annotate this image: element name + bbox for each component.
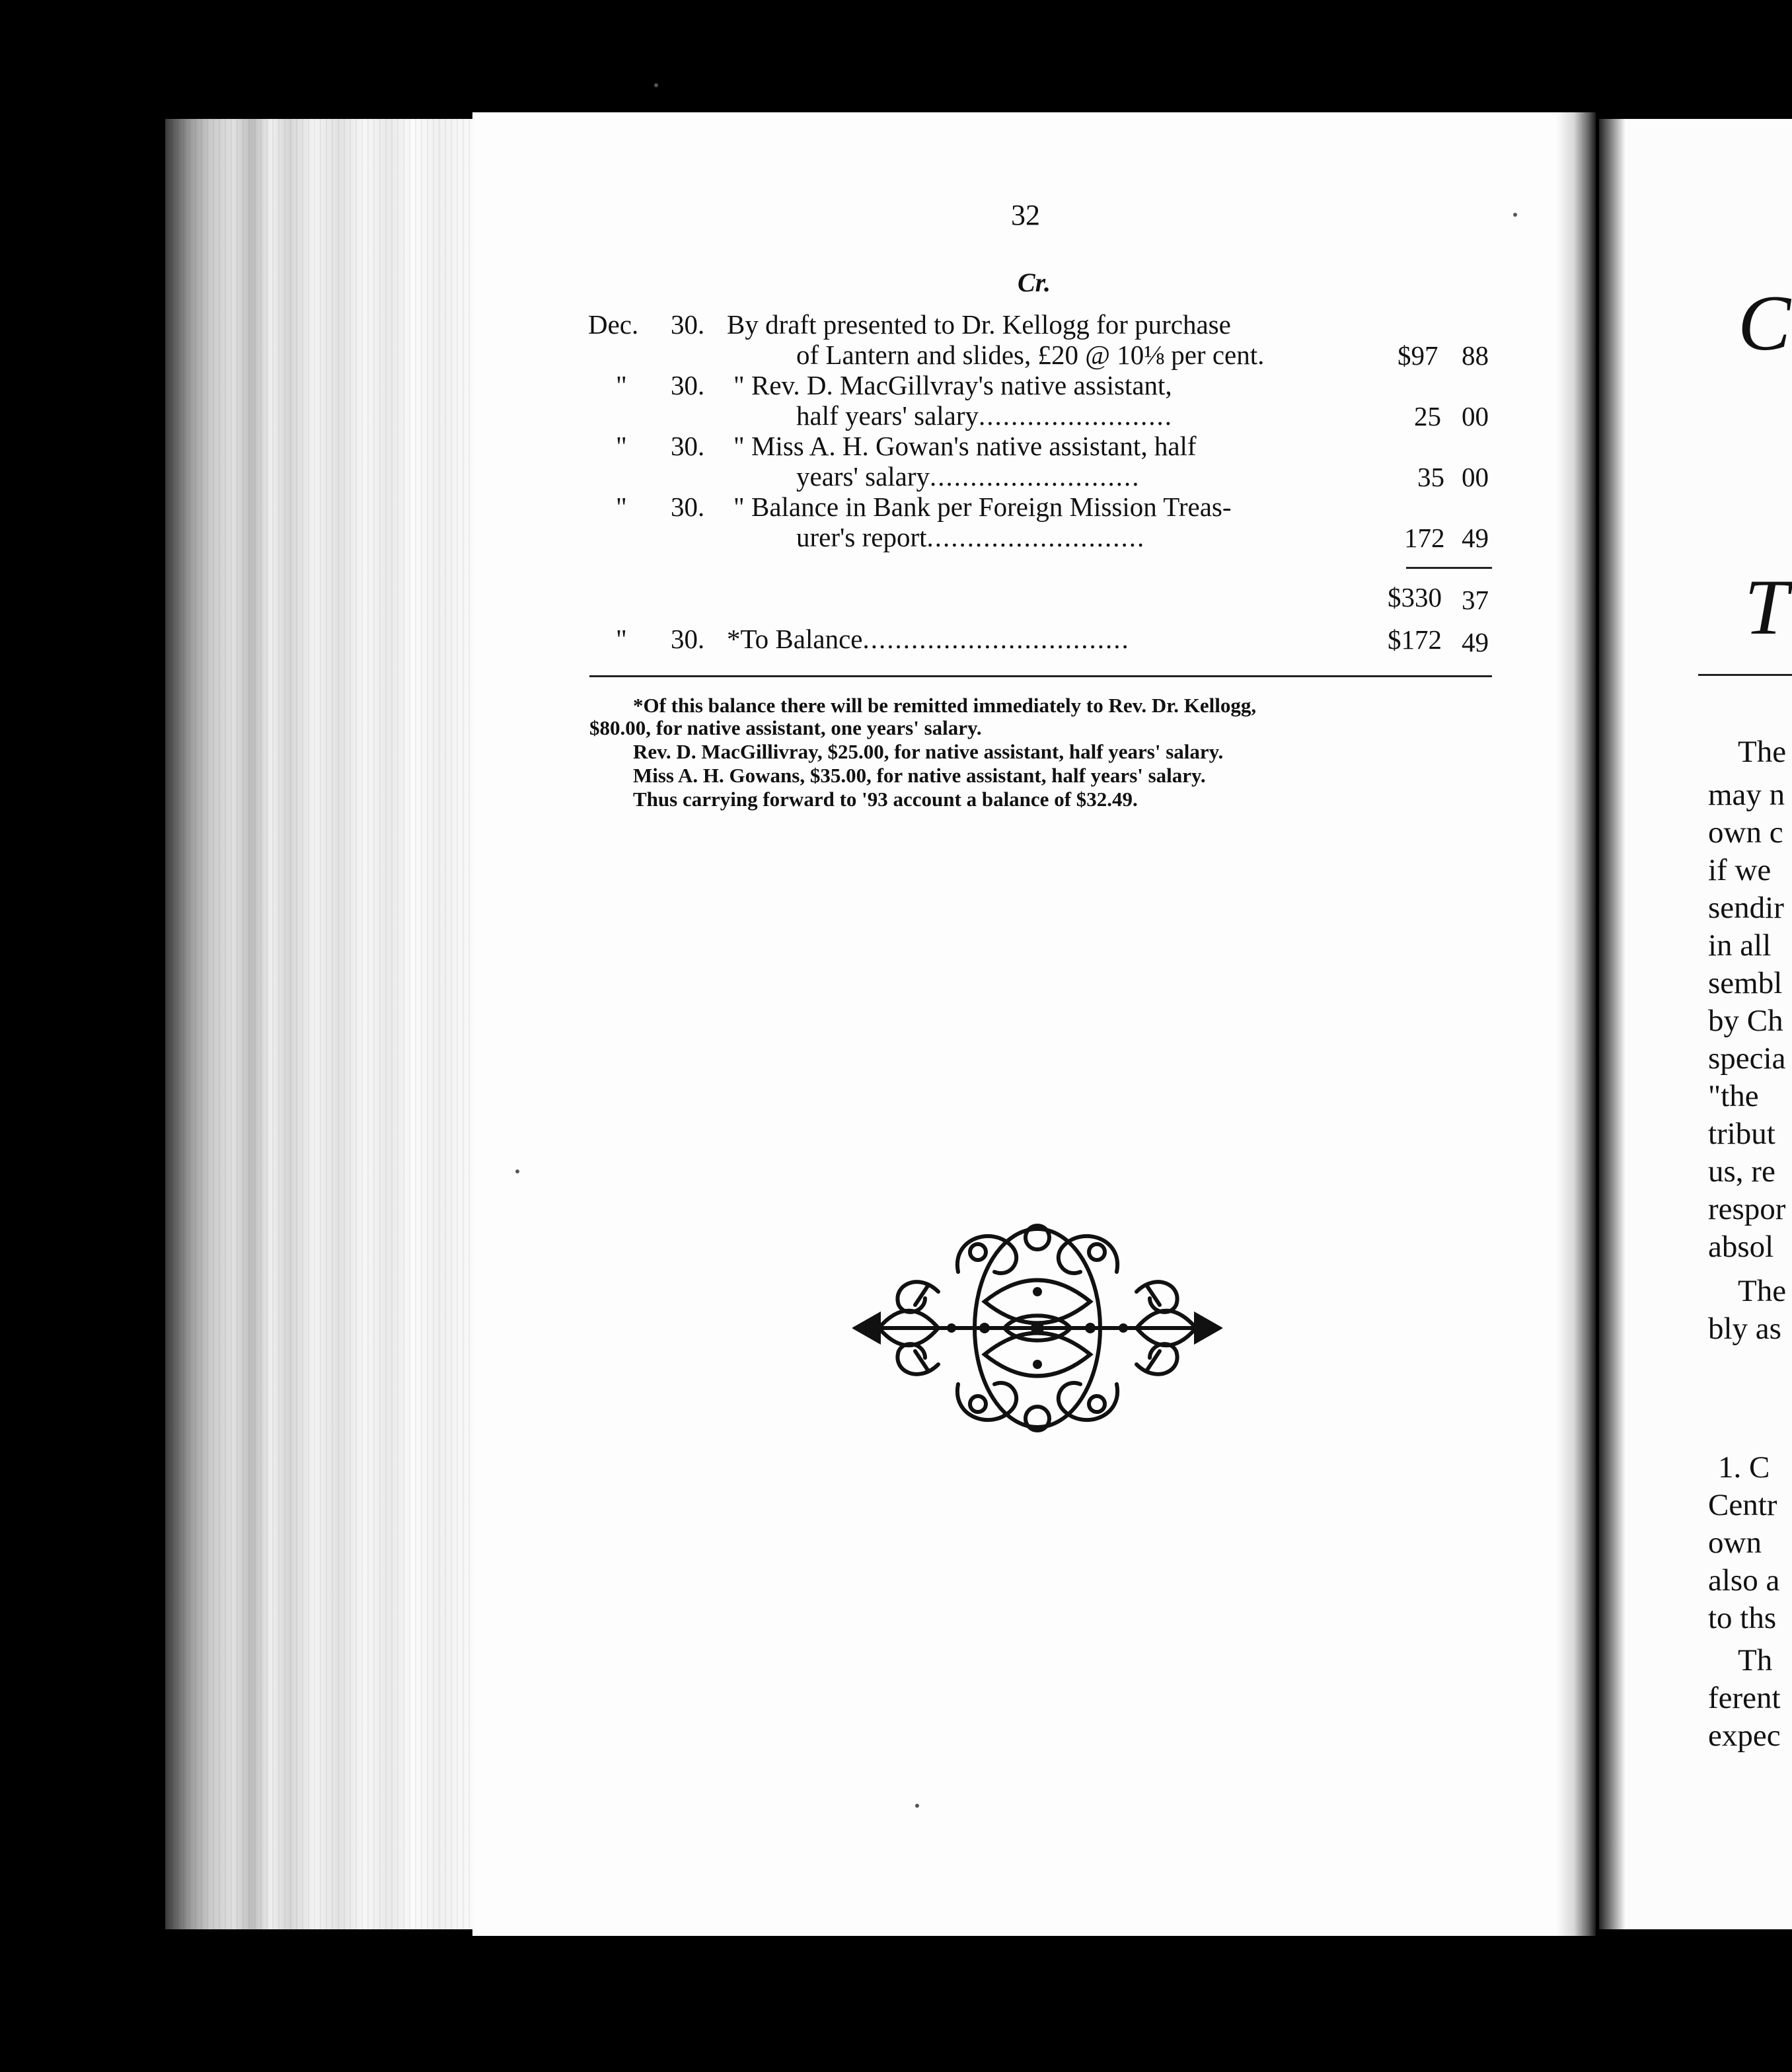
total-cents: 37 [1462, 585, 1489, 615]
amount-dollars: 35 [1417, 462, 1444, 492]
page-number: 32 [1011, 199, 1040, 231]
right-page-line: The [1738, 735, 1787, 769]
ink-speck [515, 1169, 519, 1173]
leader-dots: .......................... [930, 461, 1140, 492]
right-page-line: "the [1708, 1079, 1759, 1113]
credit-heading: Cr. [1018, 268, 1051, 297]
leader-dots: ........................... [926, 522, 1146, 552]
right-page-line: absol [1708, 1230, 1774, 1264]
ink-speck [1513, 213, 1517, 217]
entry-line2: half years' salary [796, 400, 979, 431]
right-page-line: by Ch [1708, 1004, 1783, 1038]
balance-cents: 49 [1462, 627, 1489, 657]
right-page-line: own [1708, 1526, 1762, 1560]
right-page-line: to ths [1708, 1601, 1777, 1635]
entry-day: 30. [671, 492, 705, 522]
right-page-line: own c [1708, 815, 1783, 850]
right-page-line: expec [1708, 1719, 1781, 1753]
amount-cents: 88 [1462, 340, 1489, 371]
amount-dollars: $97 [1398, 340, 1438, 371]
amount-dollars: 25 [1414, 401, 1441, 431]
page-edge-stack [165, 119, 476, 1929]
right-page-line: The [1738, 1274, 1787, 1308]
entry-line1: By draft presented to Dr. Kellogg for purchase [727, 309, 1231, 340]
entry-month: " [616, 431, 627, 461]
balance-dollars: $172 [1388, 624, 1442, 655]
book-gutter [1556, 112, 1596, 1936]
entry-day: 30. [671, 370, 705, 400]
right-page-line: if we [1708, 853, 1772, 887]
right-page-big-letter: C [1738, 279, 1791, 367]
right-page-line: sembl [1708, 966, 1783, 1000]
ink-speck [915, 1804, 919, 1808]
decorative-ornament [852, 1219, 1222, 1437]
right-page-line: Th [1738, 1643, 1773, 1678]
footnote-line: Thus carrying forward to '93 account a balance of $32.49. [633, 788, 1138, 811]
entry-line1: " Balance in Bank per Foreign Mission Treas- [733, 492, 1232, 522]
right-page-line: 1. C [1718, 1450, 1770, 1485]
entry-month: " [616, 370, 627, 400]
entry-line2: years' salary [796, 461, 930, 492]
right-page-line: us, re [1708, 1154, 1775, 1189]
leader-dots: ........................ [979, 400, 1174, 431]
right-page-line: tribut [1708, 1117, 1775, 1151]
total-rule [1406, 567, 1492, 569]
footnote-line: Miss A. H. Gowans, $35.00, for native assistant, half years' salary. [633, 764, 1206, 787]
entry-day: 30. [671, 431, 705, 461]
ink-speck [654, 83, 658, 87]
right-page-line: specia [1708, 1041, 1786, 1076]
entry-day: 30. [671, 309, 705, 340]
entry-line2: of Lantern and slides, £20 @ 10⅛ per cent. [796, 340, 1265, 370]
footnote-line: Rev. D. MacGillivray, $25.00, for native assistant, half years' salary. [633, 740, 1224, 763]
footnote-line: *Of this balance there will be remitted immediately to Rev. Dr. Kellogg, [633, 694, 1257, 717]
amount-dollars: 172 [1404, 523, 1445, 553]
separator-rule [589, 675, 1492, 677]
leader-dots: ................................. [862, 624, 1130, 654]
right-page-rule [1698, 674, 1792, 676]
entry-month: " [616, 624, 627, 654]
amount-cents: 49 [1462, 523, 1489, 553]
entry-line1: " Miss A. H. Gowan's native assistant, half [733, 431, 1197, 461]
right-page-big-letter: T [1744, 563, 1789, 651]
amount-cents: 00 [1462, 462, 1489, 492]
right-page-line: respor [1708, 1192, 1786, 1226]
right-page-line: may n [1708, 778, 1785, 812]
right-page-line: also a [1708, 1563, 1780, 1598]
entry-month: Dec. [588, 309, 639, 340]
entry-month: " [616, 492, 627, 522]
amount-cents: 00 [1462, 401, 1489, 431]
entry-day: 30. [671, 624, 705, 654]
total-dollars: $330 [1388, 582, 1442, 612]
right-page-line: bly as [1708, 1312, 1781, 1346]
right-page-line: Centr [1708, 1488, 1777, 1522]
balance-label: *To Balance [727, 624, 863, 654]
footnote-line: $80.00, for native assistant, one years' salary. [589, 716, 982, 739]
right-page-line: ferent [1708, 1681, 1781, 1715]
entry-line1: " Rev. D. MacGillvray's native assistant, [733, 370, 1172, 400]
entry-line2: urer's report [796, 522, 927, 552]
right-page-line: sendir [1708, 891, 1784, 925]
right-page-line: in all [1708, 928, 1772, 963]
